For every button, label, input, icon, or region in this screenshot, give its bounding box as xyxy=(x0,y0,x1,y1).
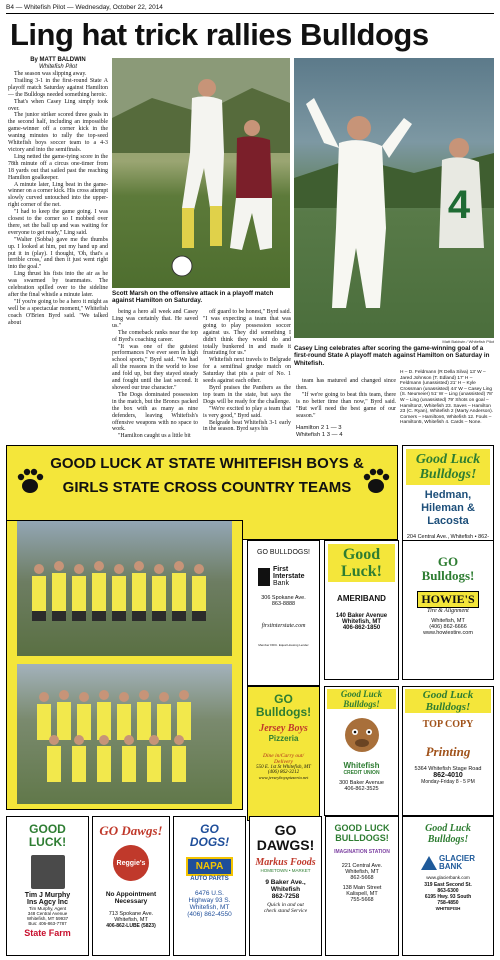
article-column-2 xyxy=(112,309,198,440)
xc-photos-panel xyxy=(6,520,243,810)
girls-team-photo xyxy=(17,664,232,804)
ad-business-name: IMAGINATION STATION xyxy=(334,849,390,855)
ad-phone: 863-6300 xyxy=(437,888,459,894)
paragraph: being a hero all week and Casey Ling was certainly that. He saved us." xyxy=(112,309,198,329)
ad-business-name: TOP COPY xyxy=(422,719,474,730)
ad-address: 204 Central Ave., Whitefish • 862- xyxy=(406,534,490,540)
napa-logo xyxy=(186,857,233,876)
ad-subtitle: No Appointment xyxy=(105,891,157,898)
paragraph: Trailing 3-1 in the first-round State A playoff match Saturday against Hamilton — the Bulldogs needed something heroic. xyxy=(8,77,108,98)
ad-address: 319 East Second St. xyxy=(424,882,472,888)
paragraph: "Walter (Sobba) gave me the thumbs up. I looked at him, put my hand up and put it in (play). I thought, 'Oh, that's a terrible cross,' and then it just went right into the goal." xyxy=(8,236,108,271)
paragraph: "If we're going to beat this team, there is no better time than now," Byrd said. "But we'll need the best game of our season." xyxy=(296,391,396,419)
ad-address: 6476 U.S. xyxy=(195,890,224,897)
paragraph: The Dogs dominated possession in the match, but the Broncs packed the box with as many as nine defenders, leaving Whitefish's offensive weapons with no space to work. xyxy=(112,391,198,433)
paragraph: Byrd praises the Panthers as the top team in the state, but says the Dogs will be ready for the challenge. xyxy=(203,384,291,405)
ad-address: Whitefish, MT 59937 xyxy=(26,916,69,921)
ad-jersey-boys[interactable] xyxy=(247,686,320,821)
ad-address: Whitefish, MT xyxy=(189,904,230,911)
ad-address: 221 Central Ave. xyxy=(341,863,383,869)
ad-text: Dine in/Carry out/ xyxy=(263,753,304,759)
ad-headline: Bulldogs! xyxy=(255,705,312,719)
ad-first-interstate[interactable] xyxy=(247,540,320,686)
paragraph: team has matured and changed since then. xyxy=(296,378,396,391)
ad-glacier-bank[interactable] xyxy=(402,816,494,956)
ad-address: Highway 93 S. xyxy=(188,897,231,904)
ad-headline: GO xyxy=(200,822,219,836)
ad-website: www.glacierbank.com xyxy=(426,875,470,880)
score-line: Hamilton 2 1 — 3 xyxy=(296,425,342,432)
ad-address: Whitefish, MT xyxy=(345,869,379,875)
banner-text xyxy=(47,452,367,500)
ad-business-name: Markus Foods xyxy=(255,857,316,868)
paragraph: "I had to keep the game going. I was closest to the corner so I mobbed over there, set the ball up and was waiting for everyone to get ready," Ling said. xyxy=(8,209,108,236)
ad-address: 140 Baker Avenue xyxy=(335,613,388,619)
score-box xyxy=(296,425,396,439)
ad-subtitle: Ins Agcy Inc xyxy=(27,899,68,906)
game-stats: H – D. Feldmann (R Della Silva) 13' W – Jared Johnson (T. Edland) 17' H – Feldmann (unassisted) 21' H – Kyle Crossman (unassisted) 44' W – Casey Ling (S. Neumeier) 51' W – Ling (unassisted) 78' W – Ling (unassisted) 79' Shots on goal – Hamilton2, Whitefish 23. Saves – Hamilton 23 (C. Ryan), Whitefish 2 (Marty Anderson). Corners – Hamilton6, Whitefish 12. Fouls – Hamilton5, Whitefish 4. Cards – None. xyxy=(400,370,494,426)
ad-phone: 406-862-LUBE (5823) xyxy=(106,923,156,929)
ad-phone: 862-5668 xyxy=(350,875,374,881)
ad-business-name: NAPA xyxy=(195,861,224,872)
ad-text: Quick in and out xyxy=(267,902,304,908)
ad-address: 6195 Hwy. 93 South xyxy=(424,894,472,900)
article-column-4 xyxy=(296,378,396,439)
ad-address: Kalispell, MT xyxy=(346,891,378,897)
ad-text: check stand Service xyxy=(263,908,308,914)
paragraph: "We're excited to play a team that is very good," Byrd said. xyxy=(203,405,291,419)
glacier-logo xyxy=(403,855,493,871)
headline: Ling hat trick rallies Bulldogs xyxy=(10,17,429,52)
agent-photo xyxy=(31,855,65,889)
ad-subtitle: BANK xyxy=(439,862,463,871)
banner-line: GOOD LUCK AT STATE WHITEFISH BOYS & xyxy=(50,455,364,472)
ad-subtitle: Tire & Alignment xyxy=(427,608,469,614)
ad-phone: Bus: 406-863-7787 xyxy=(28,921,67,926)
page-header: B4 — Whitefish Pilot — Wednesday, October 22, 2014 xyxy=(6,4,494,14)
ad-headline: Good Luck xyxy=(422,689,474,701)
ad-headline: GO xyxy=(274,692,293,706)
ad-website: www.howiestire.com xyxy=(423,630,473,636)
ad-top-copy[interactable] xyxy=(402,686,494,816)
ad-subtitle: Pizzeria xyxy=(268,734,299,743)
paragraph: "If you're going to be a hero it might as well be a spectacular moment," Whitefish coach O'Brien Byrd said. "We talked about xyxy=(8,298,108,326)
paragraph: Ling thrust his fists into the air as he was swarmed by teammates. The celebration spilled over to the sideline after the final whistle a minute later. xyxy=(8,271,108,298)
ad-business-name: Jersey Boys xyxy=(259,723,308,734)
ad-subtitle: CREDIT UNION xyxy=(343,770,380,776)
ad-subtitle: AUTO PARTS xyxy=(190,876,229,882)
bank-logo-icon xyxy=(258,568,270,586)
byline-author: By MATT BALDWIN xyxy=(30,57,86,63)
state-farm-logo: State Farm xyxy=(24,928,71,938)
ad-headline: DOGS! xyxy=(189,835,230,849)
ad-headline: Luck! xyxy=(341,563,382,580)
svg-text:4: 4 xyxy=(447,183,471,227)
paragraph: Whitefish next travels to Belgrade for a semifinal grudge match on Saturday that pits a pair of No. 1 seeds against each other. xyxy=(203,357,291,385)
paw-print-icon xyxy=(361,466,391,496)
ad-headline: GO xyxy=(437,554,459,569)
ad-phone: 863-8888 xyxy=(271,601,296,607)
ad-address: Whitefish xyxy=(270,886,301,893)
ad-website: www.jerseyboyspizzeria.net xyxy=(258,775,309,780)
ad-business-name: Tim J Murphy xyxy=(24,892,71,899)
ad-imagination-station[interactable] xyxy=(325,816,399,956)
ad-business-name: AMERIBAND xyxy=(337,594,386,603)
paragraph: The comeback ranks near the top of Byrd's coaching career. xyxy=(112,329,198,343)
bulldog-icon xyxy=(342,713,382,758)
ad-phone: 862-4010 xyxy=(433,772,463,779)
ad-subtitle: HOMETOWN • MARKET xyxy=(260,868,311,873)
ad-headline: Good xyxy=(342,546,381,563)
ad-address: 300 Baker Avenue xyxy=(339,780,384,786)
ad-address: 550 E. 1st St Whitefish, MT xyxy=(256,765,311,770)
ad-headline: Bulldogs! xyxy=(421,568,475,583)
ad-headline: Good Luck xyxy=(415,452,481,467)
ad-ameriband[interactable] xyxy=(324,540,399,680)
ad-headline: GOOD LUCK xyxy=(334,823,390,833)
ad-headline: Good Luck xyxy=(340,689,383,699)
ad-address: 348 Central Avenue xyxy=(27,911,68,916)
ad-phone: 862-7258 xyxy=(271,893,300,900)
ad-credit-union[interactable] xyxy=(324,686,399,816)
ad-headline: LUCK! xyxy=(28,835,67,849)
ad-headline: Bulldogs! xyxy=(427,834,469,845)
ad-website: firstinterstate.com xyxy=(261,623,306,629)
reggies-logo xyxy=(113,845,149,881)
ad-address: 713 Spokane Ave. xyxy=(108,911,154,917)
ad-address: Whitefish, MT xyxy=(114,917,148,923)
ad-business-name: First xyxy=(273,566,289,573)
ad-headline: GO BULLDOGS! xyxy=(257,549,310,556)
ad-hours: Monday-Friday 8 - 5 PM xyxy=(421,779,475,785)
photo-caption-1: Scott Marsh on the offensive attack in a playoff match against Hamilton on Saturday. xyxy=(112,290,274,305)
ad-fineprint: Member FDIC. Equal Housing Lender xyxy=(258,643,309,647)
paragraph: A minute later, Ling beat in the game-winner on a corner kick. His cross attempt slowly curved untouched into the upper-right corner of the net. xyxy=(8,181,108,209)
ad-phone: 406-862-1850 xyxy=(342,625,381,631)
ad-headline: GO Dawgs! xyxy=(99,823,163,838)
first-interstate-logo xyxy=(258,566,319,587)
paragraph: "Hamilton caught us a little bit xyxy=(118,433,191,440)
ad-address: 306 Spokane Ave. xyxy=(261,595,306,601)
ad-headline: Bulldogs! xyxy=(343,699,380,709)
ad-business-name: HOWIE'S xyxy=(417,591,479,608)
ad-address: Whitefish, MT xyxy=(342,619,381,625)
ad-phone: (406) 862-4550 xyxy=(187,911,232,918)
paragraph: The season was slipping away. xyxy=(14,71,87,77)
ad-subtitle: Necessary xyxy=(114,898,148,905)
ad-phone: (406) 862-6666 xyxy=(429,624,467,630)
ad-business-name: Bank xyxy=(273,580,289,587)
ad-headline: DAWGS! xyxy=(256,837,315,853)
banner-line: GIRLS STATE CROSS COUNTRY TEAMS xyxy=(62,479,352,496)
soccer-photo-1 xyxy=(112,58,290,288)
ad-business-name: Reggie's xyxy=(116,859,146,867)
ad-business-name: Hedman, Hileman & Lacosta xyxy=(421,489,475,527)
ad-headline: Bulldogs! xyxy=(419,467,477,482)
ad-phone: 755-5668 xyxy=(350,897,374,903)
paragraph: That's when Casey Ling simply took over. xyxy=(8,98,108,112)
photo-caption-2: Casey Ling celebrates after scoring the game-winning goal of a first-round State A playoff match against Hamilton on Saturday in Whitefish. xyxy=(294,345,490,367)
ad-phone: 406-862-3525 xyxy=(344,786,379,792)
ad-business-name: Whitefish xyxy=(343,761,380,770)
ad-state-farm[interactable] xyxy=(6,816,89,956)
ad-headline: GOOD xyxy=(29,822,66,836)
ad-address: 138 Main Street xyxy=(342,885,382,891)
ad-headline: Bulldogs! xyxy=(425,701,471,713)
ad-address: Whitefish, MT xyxy=(431,618,465,624)
ad-headline: Good Luck xyxy=(425,823,471,834)
article-column-1 xyxy=(8,57,108,327)
ad-text: Delivery xyxy=(274,759,293,765)
paragraph: "It was one of the gutsiest performances I've ever seen in high school sports," Byrd said. "We had all the reasons in the world to lose and fold up, but they stayed steady and fought until the last second. It showed our true character." xyxy=(112,343,198,391)
ad-text: Tim Murphy, Agent xyxy=(28,906,67,911)
paragraph: Belgrade beat Whitefish 3-1 early in the season. Byrd says his xyxy=(203,419,291,433)
ad-phone: 758-4850 xyxy=(437,900,459,906)
score-line: Whitefish 1 3 — 4 xyxy=(296,432,343,439)
ad-markus-foods[interactable] xyxy=(249,816,322,956)
ad-subtitle: Printing xyxy=(425,744,471,759)
paragraph: off guard to be honest," Byrd said. "I was expecting a team that was going to play possession soccer against us. They did something I didn't think they would do and totally bunkered in and made it frustrating for us." xyxy=(203,309,291,357)
ad-business-name: Interstate xyxy=(273,573,305,580)
ad-headline: GO xyxy=(274,822,297,838)
article-column-3 xyxy=(203,309,291,433)
ad-headline: BULLDOGS! xyxy=(335,833,389,843)
ad-phone: (406) 862-3212 xyxy=(267,770,300,775)
ad-napa[interactable] xyxy=(173,816,246,956)
soccer-photo-2 xyxy=(294,58,494,338)
ad-address: 9 Baker Ave., xyxy=(265,879,306,886)
paw-print-icon xyxy=(15,466,45,496)
ad-reggies[interactable] xyxy=(92,816,170,956)
boys-team-photo xyxy=(17,521,232,656)
ad-address: 5364 Whitefish Stage Road xyxy=(414,766,482,772)
byline-outlet: Whitefish Pilot xyxy=(38,64,77,70)
paragraph: The junior striker scored three goals in the second half, including an impossible game-winner off a corner kick in the waning minutes to rally the top-seed Whitefish boys soccer team to a 4-3 victory and into the semifinals. xyxy=(8,112,108,153)
ad-howies[interactable] xyxy=(402,540,494,680)
ad-fineprint: WHITEFISH xyxy=(435,906,461,911)
photo-credit-2: Matt Baldwin / Whitefish Pilot xyxy=(442,339,494,344)
paragraph: Ling netted the game-tying score in the 78th minute off a circus one-timer from 18 yards out that sailed past the reaching Hamilton goalkeeper. xyxy=(8,153,108,181)
mountain-icon xyxy=(421,856,437,870)
ad-business-name: GLACIER xyxy=(439,854,475,863)
